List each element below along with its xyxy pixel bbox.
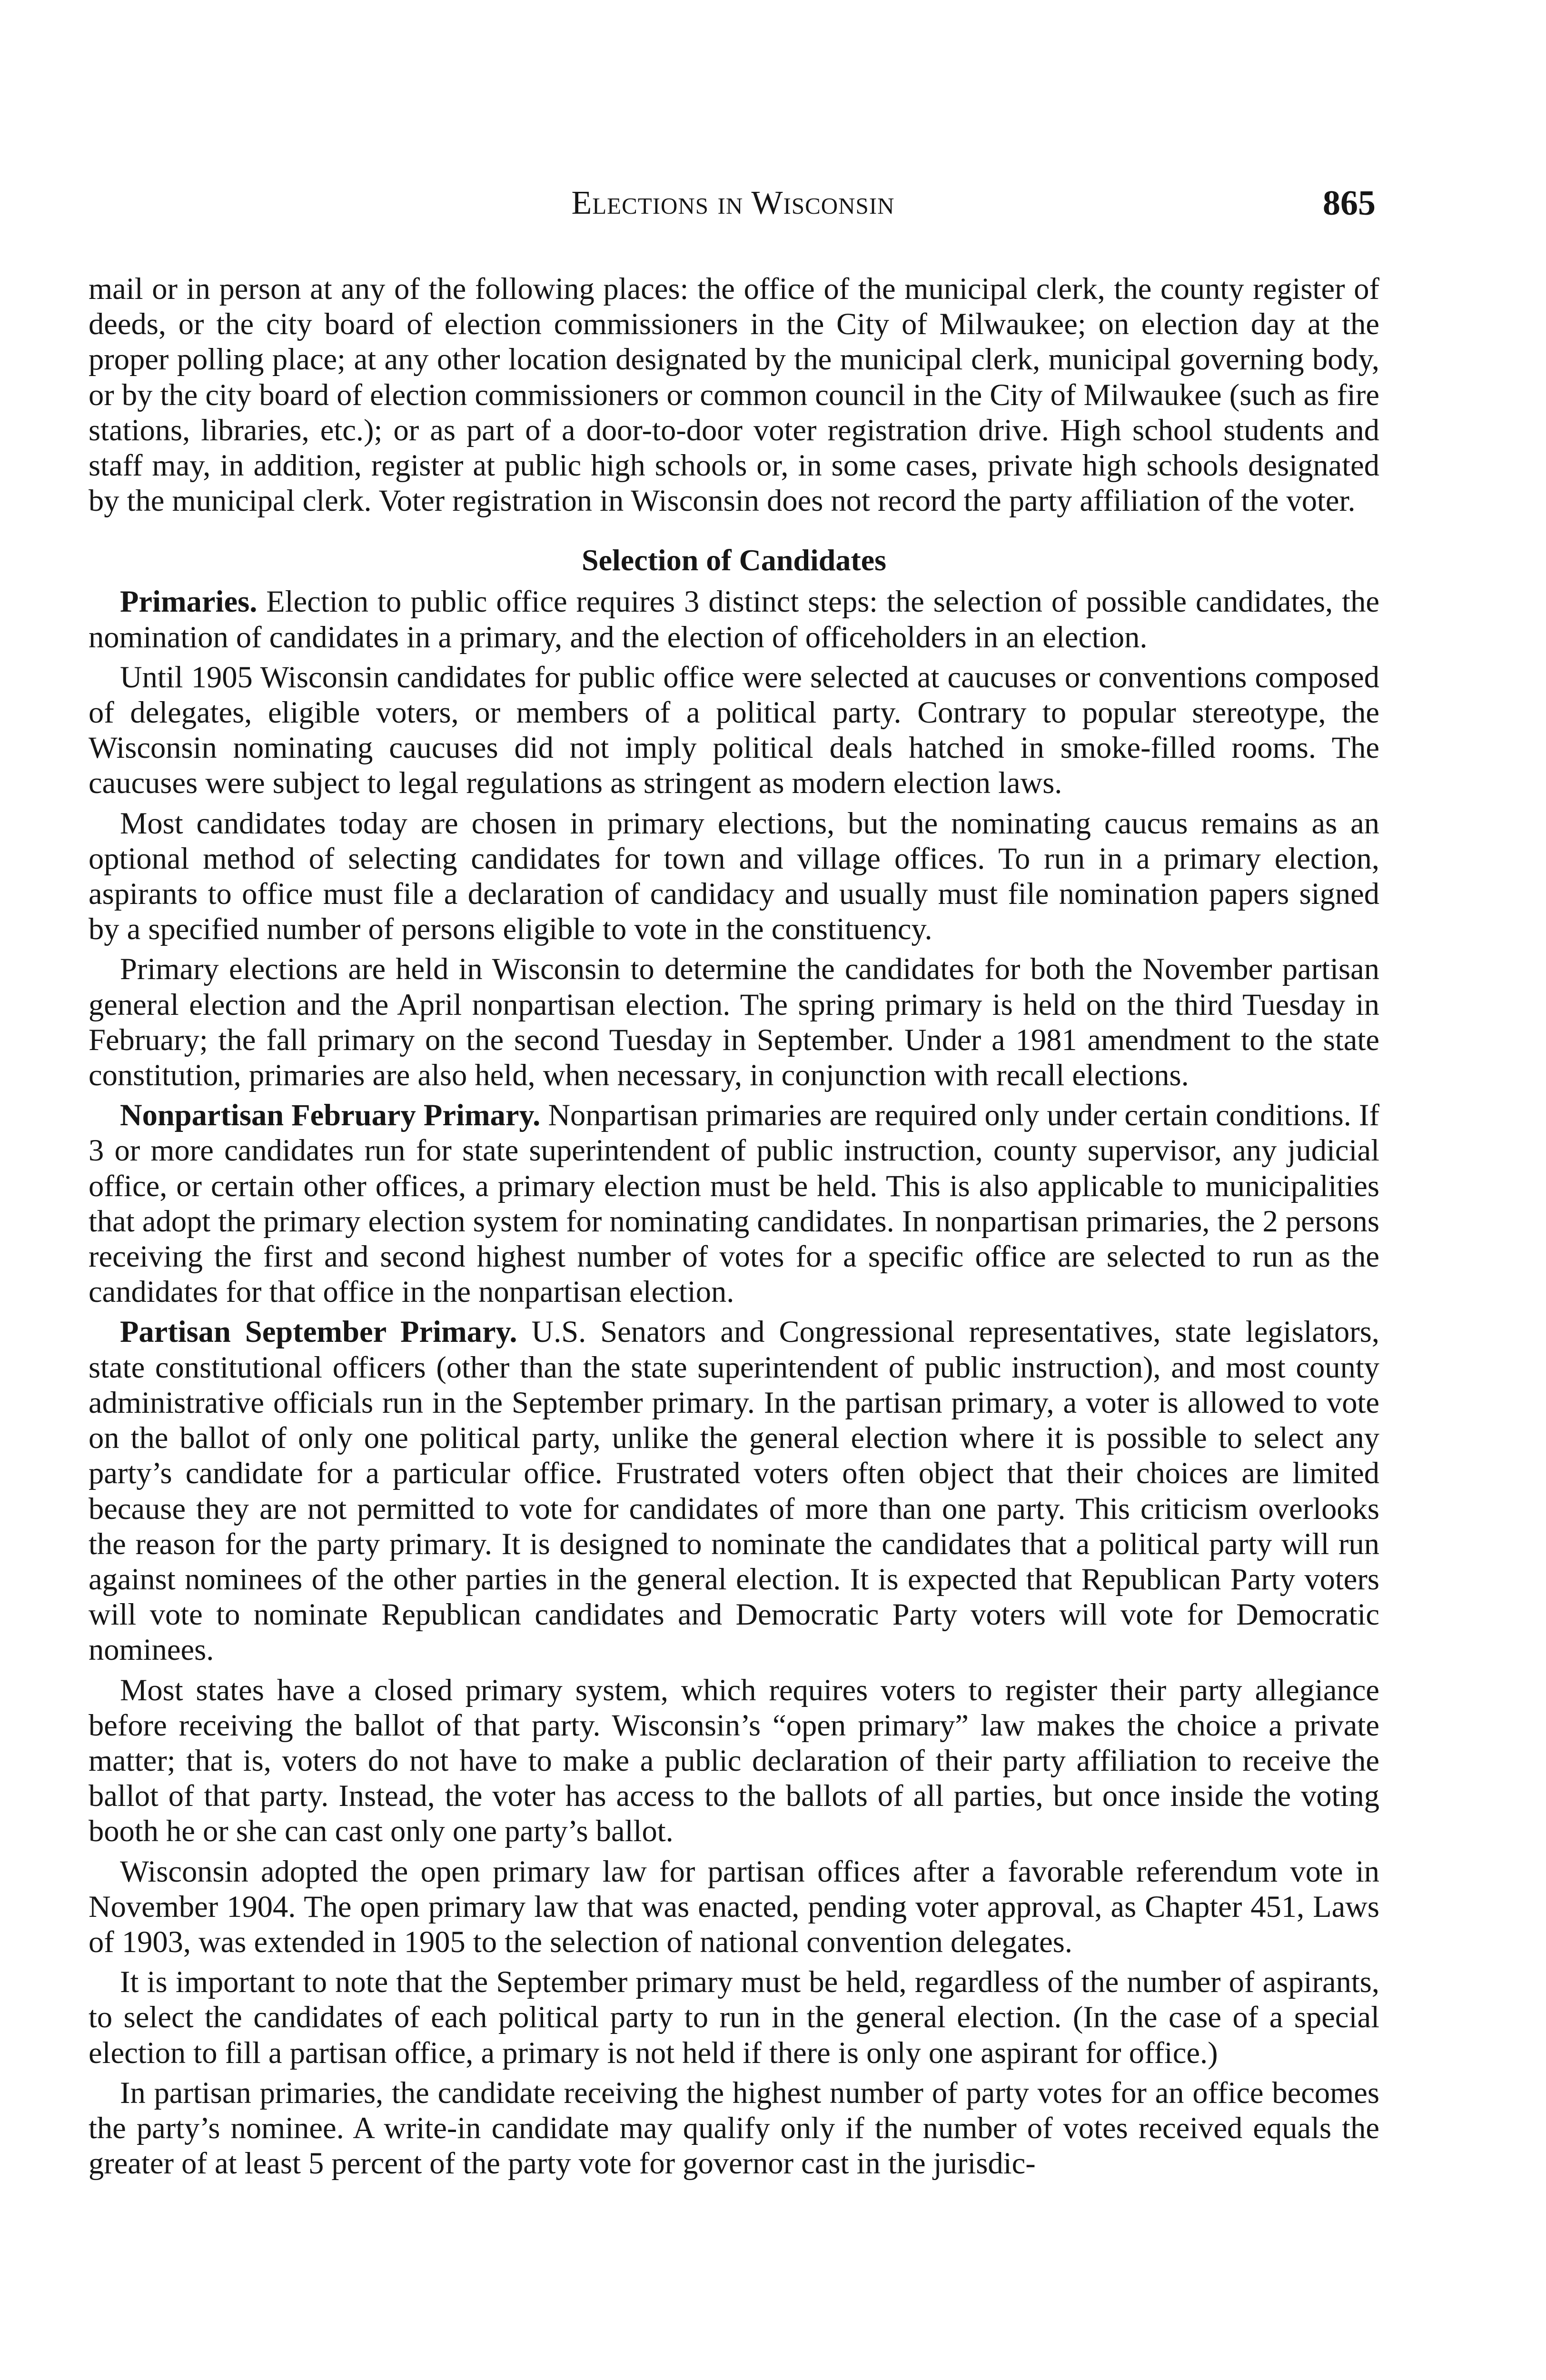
paragraph <box>89 584 1379 654</box>
paragraph <box>89 1314 1379 1667</box>
paragraph-text: U.S. Senators and Congressional representatives, state legislators, state constitutional officers (other than the state superintendent of public instruction), and most county administrative officials run in the September primary. In the partisan primary, a voter is allowed to vote on the ballot of only one political party, unlike the general election where it is possible to select any party’s candidate for a particular office. Frustrated voters often object that their choices are limited because they are not permitted to vote for candidates of more than one party. This criticism overlooks the reason for the party primary. It is designed to nominate the candidates that a political party will run against nominees of the other parties in the general election. It is expected that Republican Party voters will vote to nominate Republican candidates and Democratic Party voters will vote for Democratic nominees. <box>89 1315 1379 1667</box>
paragraph: Until 1905 Wisconsin candidates for public office were selected at caucuses or conventions composed of delegates, eligible voters, or members of a political party. Contrary to popular stereotype, the Wisconsin nominating caucuses did not imply political deals hatched in smoke-filled rooms. The caucuses were subject to legal regulations as stringent as modern election laws. <box>89 660 1379 800</box>
page-header <box>90 182 1376 229</box>
run-in-heading: Primaries. <box>120 585 258 619</box>
paragraph: Most states have a closed primary system, which requires voters to register their party allegiance before receiving the ballot of that party. Wisconsin’s “open primary” law makes the choice a private matter; that is, voters do not have to make a public declaration of their party affiliation to receive the ballot of that party. Instead, the voter has access to the ballots of all parties, but once inside the voting booth he or she can cast only one party’s ballot. <box>89 1673 1379 1848</box>
paragraph: Wisconsin adopted the open primary law for partisan offices after a favorable referendum vote in November 1904. The open primary law that was enacted, pending voter approval, as Chapter 451, Laws of 1903, was extended in 1905 to the selection of national convention delegates. <box>89 1854 1379 1959</box>
paragraph: Most candidates today are chosen in primary elections, but the nominating caucus remains as an optional method of selecting candidates for town and village offices. To run in a primary election, aspirants to office must file a declaration of candidacy and usually must file nomination papers signed by a specified number of persons eligible to vote in the constituency. <box>89 806 1379 946</box>
run-in-heading: Partisan September Primary. <box>120 1315 517 1349</box>
body-text <box>89 271 1379 2181</box>
run-in-heading: Nonpartisan February Primary. <box>120 1098 541 1132</box>
paragraph: mail or in person at any of the following places: the office of the municipal clerk, the county register of deeds, or the city board of election commissioners in the City of Milwaukee; on election day at the proper polling place; at any other location designated by the municipal clerk, municipal governing body, or by the city board of election commissioners or common council in the City of Milwaukee (such as fire stations, libraries, etc.); or as part of a door-to-door voter registration drive. High school students and staff may, in addition, register at public high schools or, in some cases, private high schools designated by the municipal clerk. Voter registration in Wisconsin does not record the party affiliation of the voter. <box>89 272 1379 518</box>
paragraph-text: Election to public office requires 3 distinct steps: the selection of possible candidates, the nomination of candidates in a primary, and the election of officeholders in an election. <box>89 585 1379 654</box>
paragraph <box>89 1098 1379 1309</box>
section-heading: Selection of Candidates <box>582 543 886 577</box>
running-head: Elections in Wisconsin <box>571 185 895 221</box>
paragraph: Primary elections are held in Wisconsin to determine the candidates for both the November partisan general election and the April nonpartisan election. The spring primary is held on the third Tuesday in February; the fall primary on the second Tuesday in September. Under a 1981 amendment to the state constitution, primaries are also held, when necessary, in conjunction with recall elections. <box>89 952 1379 1092</box>
paragraph-text: Nonpartisan primaries are required only under certain conditions. If 3 or more candidates run for state superintendent of public instruction, county supervisor, any judicial office, or certain other offices, a primary election must be held. This is also applicable to municipalities that adopt the primary election system for nominating candidates. In nonpartisan primaries, the 2 persons receiving the first and second highest number of votes for a specific office are selected to run as the candidates for that office in the nonpartisan election. <box>89 1098 1379 1309</box>
page-number: 865 <box>1323 184 1376 223</box>
paragraph: In partisan primaries, the candidate receiving the highest number of party votes for an office becomes the party’s nominee. A write-in candidate may qualify only if the number of votes received equals the greater of at least 5 percent of the party vote for governor cast in the jurisdic- <box>89 2075 1379 2181</box>
paragraph: It is important to note that the September primary must be held, regardless of the number of aspirants, to select the candidates of each political party to run in the general election. (In the case of a special election to fill a partisan office, a primary is not held if there is only one aspirant for office.) <box>89 1965 1379 2070</box>
